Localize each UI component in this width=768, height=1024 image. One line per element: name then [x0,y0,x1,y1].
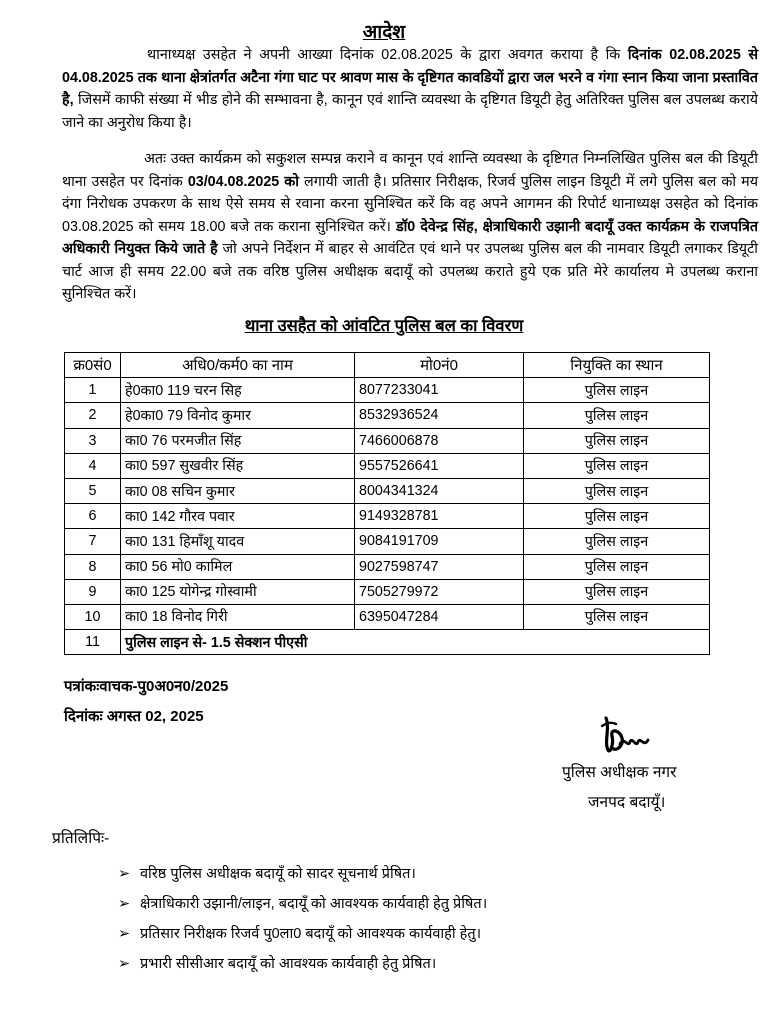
cell-posting: पुलिस लाइन [524,428,710,453]
order-paragraph-2: अतः उक्त कार्यक्रम को सकुशल सम्पन्न कराने व कानून एवं शान्ति व्यवस्था के दृष्टिगत निम्नलिखित पुलिस बल की डियूटी थाना उसहेत पर दिनांक 03/04.08.2025 को लगायी जाती है। प्रतिसार निरीक्षक, रिजर्व पुलिस लाइन डियूटी में लगे पुलिस बल को मय दंगा निरोधक उपकरण के साथ ऐसे समय से रवाना करना सुनिश्चित करें कि वह अपने आगमन की रिपोर्ट थानाध्यक्ष उसहेत को दिनांक 03.08.2025 को समय 18.00 बजे तक कराना सुनिश्चित करें। डॉ0 देवेन्द्र सिंह, क्षेत्राधिकारी उझानी बदायूँ उक्त कार्यक्रम के राजपत्रित अधिकारी नियुक्त किये जाते है जो अपने निर्देशन में बाहर से आवंटित एवं थाने पर उपलब्ध पुलिस बल की नामवार डियूटी लगाकर डियूटी चार्ट आज ही समय 22.00 बजे तक वरिष्ठ पुलिस अधीक्षक बदायूँ को उपलब्ध कराते हुये एक प्रति मेरे कार्यालय मे उपलब्ध कराना सुनिश्चित करें। [62,151,758,302]
cell-mobile: 7505279972 [355,579,524,604]
table-row [65,529,710,554]
copy-item-text: क्षेत्राधिकारी उझानी/लाइन, बदायूँ को आवश्यक कार्यवाही हेतु प्रेषित। [140,896,488,912]
table-row [65,554,710,579]
cell-posting: पुलिस लाइन [524,378,710,403]
table-title: थाना उसहैत को आंवटित पुलिस बल का विवरण [244,317,524,335]
table-row [65,604,710,629]
copies-list [118,862,487,982]
copy-item-text: प्रभारी सीसीआर बदायूँ को आवश्यक कार्यवाही हेतु प्रेषित। [140,956,437,972]
cell-serial: 10 [65,604,121,629]
cell-posting: पुलिस लाइन [524,504,710,529]
cell-mobile: 8077233041 [355,378,524,403]
header-posting: नियुक्ति का स्थान [524,353,710,378]
copy-item [118,892,487,922]
cell-posting: पुलिस लाइन [524,604,710,629]
cell-serial: 8 [65,554,121,579]
cell-serial: 1 [65,378,121,403]
header-mobile: मो0नं0 [355,353,524,378]
table-row [65,579,710,604]
copy-item-text: वरिष्ठ पुलिस अधीक्षक बदायूँ को सादर सूचनार्थ प्रेषित। [140,866,416,882]
cell-name: का0 08 सचिन कुमार [121,478,355,503]
signatory-district: जनपद बदायूँ। [588,794,666,811]
table-row [65,504,710,529]
cell-name: का0 18 विनोद गिरी [121,604,355,629]
reference-number: पत्रांकःवाचक-पु0अ0न0/2025 [64,678,229,695]
cell-pac-detail: पुलिस लाइन से- 1.5 सेक्शन पीएसी [121,630,710,655]
cell-serial: 11 [65,630,121,655]
copy-item [118,862,487,892]
cell-mobile: 9027598747 [355,554,524,579]
copies-heading: प्रतिलिपिः- [52,830,110,847]
cell-serial: 4 [65,453,121,478]
cell-serial: 2 [65,403,121,428]
cell-serial: 3 [65,428,121,453]
arrow-bullet-icon: ➢ [118,866,131,882]
table-row [65,428,710,453]
signature-image [596,714,656,760]
arrow-bullet-icon: ➢ [118,896,131,912]
cell-name: का0 76 परमजीत सिंह [121,428,355,453]
cell-name: हे0का0 119 चरन सिह [121,378,355,403]
order-paragraph-1: थानाध्यक्ष उसहेत ने अपनी आख्या दिनांक 02.08.2025 के द्वारा अवगत कराया है कि दिनांक 02.08.2025 से 04.08.2025 तक थाना क्षेत्रांतर्गत अटैना गंगा घाट पर श्रावण मास के दृष्टिगत कावडियों द्वारा जल भरने व गंगा स्नान किया जाना प्रस्तावित है, जिसमें काफी संख्या में भीड होने की सम्भावना है, कानून एवं शान्ति व्यवस्था के दृष्टिगत डियूटी हेतु अतिरिक्त पुलिस बल उपलब्ध कराये जाने का अनुरोध किया है। [62,47,758,131]
cell-name: का0 125 योगेन्द्र गोस्वामी [121,579,355,604]
order-date: दिनांकः अगस्त 02, 2025 [64,708,204,725]
police-allocation-table [64,352,710,655]
table-row [65,478,710,503]
arrow-bullet-icon: ➢ [118,926,131,942]
signatory-designation: पुलिस अधीक्षक नगर [562,764,677,781]
cell-posting: पुलिस लाइन [524,579,710,604]
cell-mobile: 9149328781 [355,504,524,529]
cell-name: का0 131 हिमाँशू यादव [121,529,355,554]
cell-mobile: 8004341324 [355,478,524,503]
cell-mobile: 9084191709 [355,529,524,554]
cell-mobile: 6395047284 [355,604,524,629]
order-title: आदेश [362,22,406,43]
cell-posting: पुलिस लाइन [524,554,710,579]
cell-posting: पुलिस लाइन [524,403,710,428]
cell-name: हे0का0 79 विनोद कुमार [121,403,355,428]
cell-mobile: 7466006878 [355,428,524,453]
header-serial: क्र0सं0 [65,353,121,378]
table-row [65,378,710,403]
copy-item-text: प्रतिसार निरीक्षक रिजर्व पु0ला0 बदायूँ को आवश्यक कार्यवाही हेतु। [140,926,482,942]
cell-name: का0 142 गौरव पवार [121,504,355,529]
arrow-bullet-icon: ➢ [118,956,131,972]
table-header-row [65,353,710,378]
cell-serial: 9 [65,579,121,604]
cell-serial: 6 [65,504,121,529]
copy-item [118,922,487,952]
cell-posting: पुलिस लाइन [524,453,710,478]
cell-serial: 7 [65,529,121,554]
cell-serial: 5 [65,478,121,503]
cell-posting: पुलिस लाइन [524,478,710,503]
cell-name: का0 56 मो0 कामिल [121,554,355,579]
table-row-pac [65,630,710,655]
copy-item [118,952,487,982]
cell-name: का0 597 सुखवीर सिंह [121,453,355,478]
table-row [65,453,710,478]
cell-mobile: 9557526641 [355,453,524,478]
header-name: अधि0/कर्म0 का नाम [121,353,355,378]
cell-posting: पुलिस लाइन [524,529,710,554]
cell-mobile: 8532936524 [355,403,524,428]
table-row [65,403,710,428]
